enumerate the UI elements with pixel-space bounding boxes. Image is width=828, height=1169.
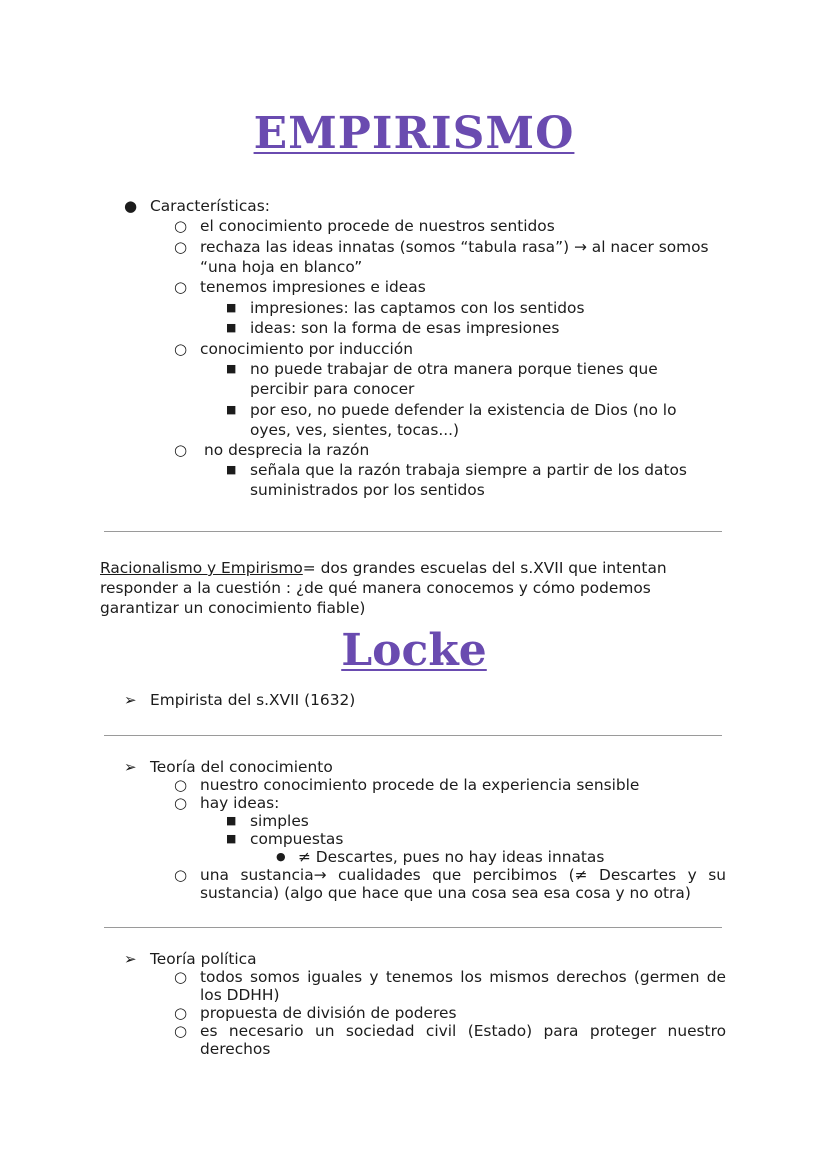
divider [104,531,722,532]
empirista-line: Empirista del s.XVII (1632) [150,691,356,709]
list-item: no puede trabajar de otra manera porque tienes que [250,360,658,378]
square-marker: ■ [226,814,237,827]
arrow-marker: ➢ [124,950,137,968]
square-marker: ■ [226,321,237,334]
list-item: hay ideas: [200,794,280,812]
list-heading-caracteristicas: Características: [150,197,270,215]
list-item-continuation: los DDHH) [200,986,280,1004]
list-item: impresiones: las captamos con los sentidos [250,299,585,317]
list-item: ≠ Descartes, pues no hay ideas innatas [298,848,605,866]
square-marker: ■ [226,301,237,314]
square-marker: ■ [226,403,237,416]
intro-term: Racionalismo y Empirismo [100,559,303,577]
arrow-marker: ➢ [124,691,137,709]
list-item: una sustancia→ cualidades que percibimos (≠ Descartes y su [200,866,726,884]
bullet-marker: ● [276,850,286,863]
list-item-continuation: suministrados por los sentidos [250,481,485,499]
circle-marker: ○ [174,340,188,358]
list-item-continuation: sustancia) (algo que hace que una cosa sea esa cosa y no otra) [200,884,691,902]
divider [104,735,722,736]
bullet-marker: ● [124,197,138,215]
page-title-empirismo: EMPIRISMO [253,108,575,159]
circle-marker: ○ [174,1022,188,1040]
arrow-marker: ➢ [124,758,137,776]
square-marker: ■ [226,832,237,845]
circle-marker: ○ [174,217,188,235]
list-item: por eso, no puede defender la existencia de Dios (no lo [250,401,677,419]
circle-marker: ○ [174,968,188,986]
list-item: no desprecia la razón [204,441,370,459]
circle-marker: ○ [174,278,188,296]
list-item-continuation: oyes, ves, sientes, tocas...) [250,421,460,439]
circle-marker: ○ [174,441,188,459]
section-title-locke: Locke [341,625,487,676]
list-item-continuation: “una hoja en blanco” [200,258,363,276]
circle-marker: ○ [174,238,188,256]
divider [104,927,722,928]
list-item-continuation: derechos [200,1040,271,1058]
list-item: es necesario un sociedad civil (Estado) para proteger nuestro [200,1022,726,1040]
square-marker: ■ [226,362,237,375]
heading-teoria-politica: Teoría política [150,950,257,968]
list-item: tenemos impresiones e ideas [200,278,426,296]
circle-marker: ○ [174,776,188,794]
list-item: rechaza las ideas innatas (somos “tabula rasa”) → al nacer somos [200,238,709,256]
circle-marker: ○ [174,794,188,812]
list-item: nuestro conocimiento procede de la experiencia sensible [200,776,640,794]
list-item: el conocimiento procede de nuestros sentidos [200,217,555,235]
intro-line-2: responder a la cuestión : ¿de qué manera conocemos y cómo podemos [100,579,651,597]
list-item: compuestas [250,830,344,848]
intro-line-1 [100,558,667,578]
list-item: simples [250,812,309,830]
list-item: ideas: son la forma de esas impresiones [250,319,560,337]
circle-marker: ○ [174,866,188,884]
list-item: propuesta de división de poderes [200,1004,457,1022]
square-marker: ■ [226,463,237,476]
intro-line-3: garantizar un conocimiento fiable) [100,599,366,617]
circle-marker: ○ [174,1004,188,1022]
list-item: señala que la razón trabaja siempre a partir de los datos [250,461,687,479]
list-item: conocimiento por inducción [200,340,413,358]
list-item: todos somos iguales y tenemos los mismos derechos (germen de [200,968,726,986]
list-item-continuation: percibir para conocer [250,380,415,398]
intro-rest: = dos grandes escuelas del s.XVII que intentan [302,559,667,577]
heading-teoria-conocimiento: Teoría del conocimiento [150,758,333,776]
